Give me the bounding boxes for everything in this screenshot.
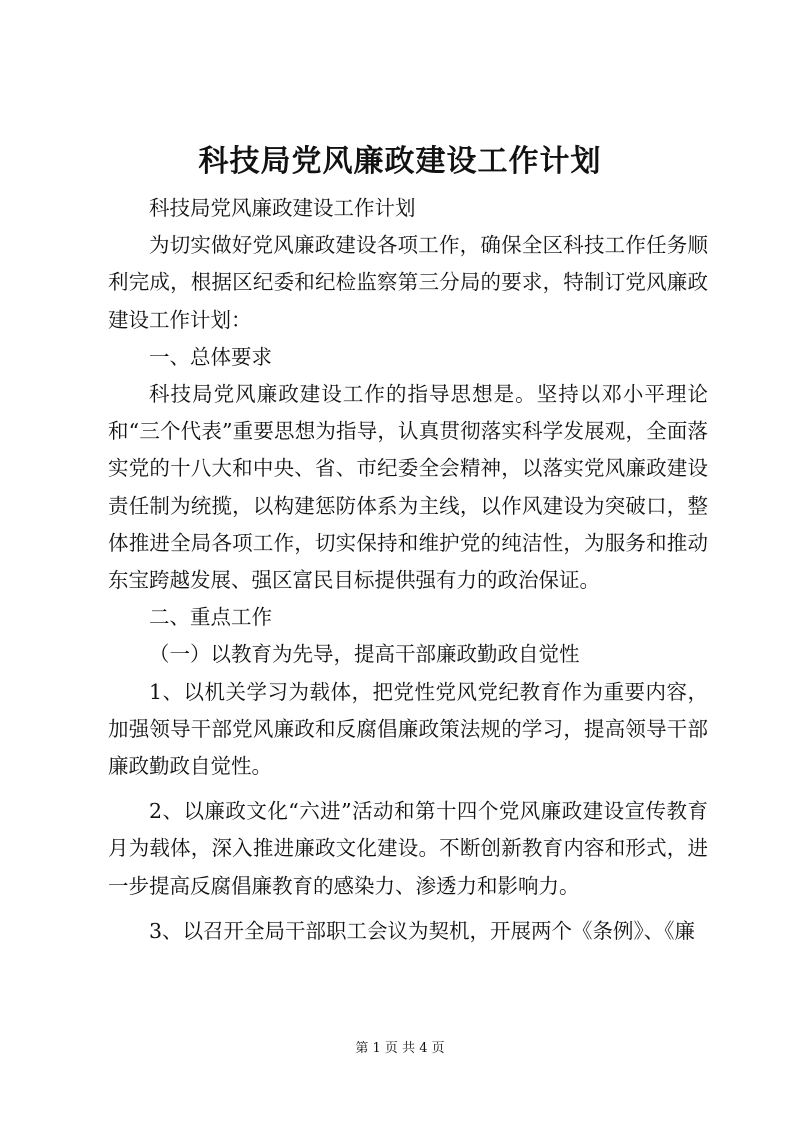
document-title: 科技局党风廉政建设工作计划 [198,144,602,179]
section-heading-overall-requirements: 一、总体要求 [149,344,272,369]
document-body [108,190,708,950]
subsection-heading-education: （一）以教育为先导，提高干部廉政勤政自觉性 [149,642,580,667]
page-footer: 第 1 页 共 4 页 [355,1041,445,1056]
section-heading-key-work: 二、重点工作 [149,605,272,630]
paragraph-guiding-ideology: 科技局党风廉政建设工作的指导思想是。坚持以邓小平理论和“三个代表”重要思想为指导，认真贯彻落实科学发展观，全面落实党的十八大和中央、省、市纪委全会精神，以落实党风廉政建设责任制为统揽，以构建惩防体系为主线，以作风建设为突破口，整体推进全局各项工作，切实保持和维护党的纯洁性，为服务和推动东宝跨越发展、强区富民目标提供强有力的政治保证。 [108,382,708,593]
paragraph-item-1: 1、以机关学习为载体，把党性党风党纪教育作为重要内容，加强领导干部党风廉政和反腐倡廉政策法规的学习，提高领导干部廉政勤政自觉性。 [108,679,708,779]
paragraph-item-3: 3、以召开全局干部职工会议为契机，开展两个《条例》、《廉 [149,918,696,943]
paragraph-item-2: 2、以廉政文化“六进”活动和第十四个党风廉政建设宣传教育月为载体，深入推进廉政文化建设。不断创新教育内容和形式，进一步提高反腐倡廉教育的感染力、渗透力和影响力。 [108,799,708,898]
paragraph-intro: 为切实做好党风廉政建设各项工作，确保全区科技工作任务顺利完成，根据区纪委和纪检监察第三分局的要求，特制订党风廉政建设工作计划： [108,233,708,332]
paragraph-subtitle: 科技局党风廉政建设工作计划 [149,196,416,220]
